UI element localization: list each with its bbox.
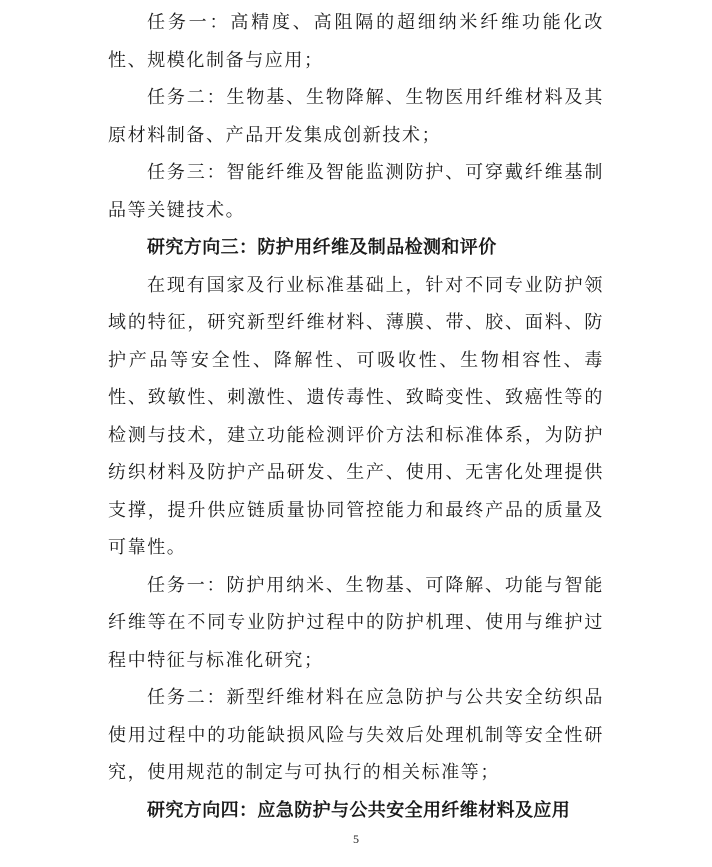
task-paragraph: 任务三：智能纤维及智能监测防护、可穿戴纤维基制品等关键技术。: [108, 162, 604, 221]
task-paragraph: 任务一：高精度、高阻隔的超细纳米纤维功能化改性、规模化制备与应用；: [108, 12, 604, 71]
section-heading: 研究方向三：防护用纤维及制品检测和评价: [147, 237, 497, 258]
section-heading: 研究方向四：应急防护与公共安全用纤维材料及应用: [147, 799, 571, 821]
document-body: [108, 4, 604, 829]
task-paragraph: 任务一：防护用纳米、生物基、可降解、功能与智能纤维等在不同专业防护过程中的防护机理、使用与维护过程中特征与标准化研究；: [108, 574, 604, 671]
body-paragraph: 在现有国家及行业标准基础上，针对不同专业防护领域的特征，研究新型纤维材料、薄膜、带、胶、面料、防护产品等安全性、降解性、可吸收性、生物相容性、毒性、致敏性、刺激性、遗传毒性、致畸变性、致癌性等的检测与技术，建立功能检测评价方法和标准体系，为防护纺织材料及防护产品研发、生产、使用、无害化处理提供支撑，提升供应链质量协同管控能力和最终产品的质量及可靠性。: [108, 274, 604, 558]
task-paragraph: 任务二：生物基、生物降解、生物医用纤维材料及其原材料制备、产品开发集成创新技术；: [108, 87, 604, 146]
task-paragraph: 任务二：新型纤维材料在应急防护与公共安全纺织品使用过程中的功能缺损风险与失效后处理机制等安全性研究，使用规范的制定与可执行的相关标准等；: [108, 687, 604, 783]
page-number: 5: [353, 832, 359, 846]
